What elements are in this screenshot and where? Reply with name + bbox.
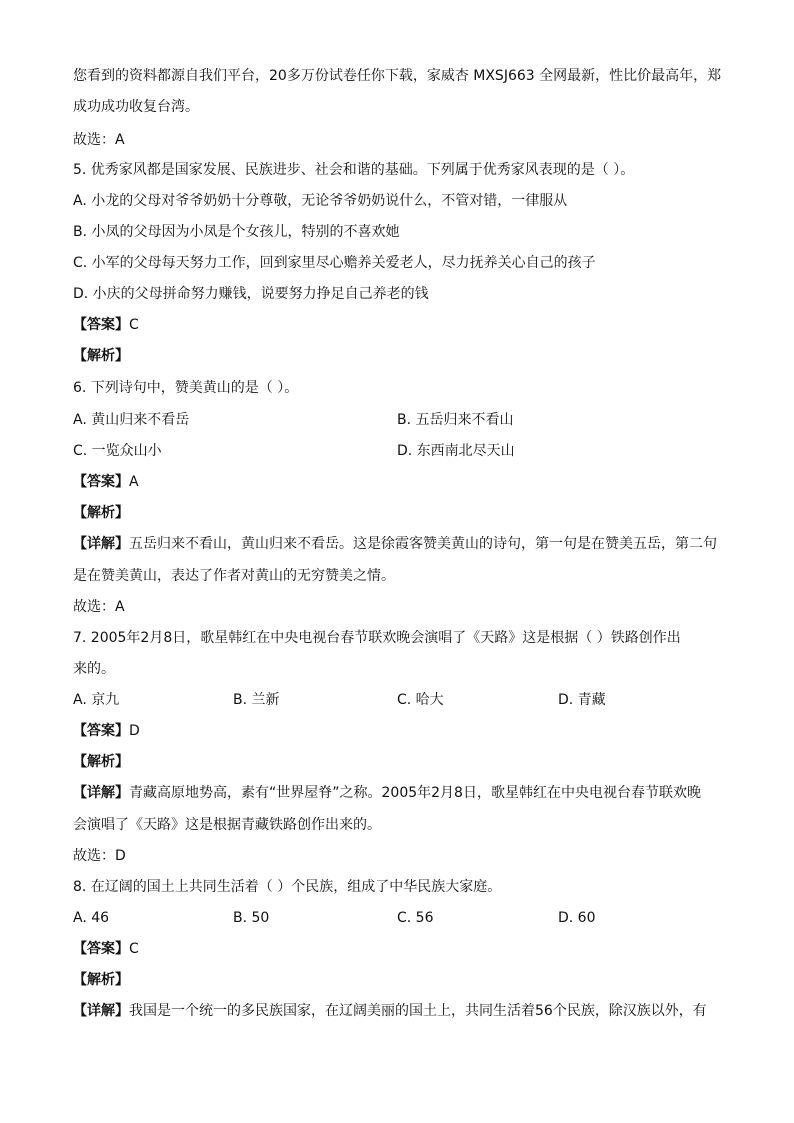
answer-tag: 【答案】: [73, 723, 129, 739]
q8-option-a: A. 46: [73, 910, 110, 926]
q6-stem: 6. 下列诗句中，赞美黄山的是（ ）。: [73, 380, 299, 396]
q7-analysis-tag: 【解析】: [73, 754, 129, 770]
q7-stem-line-1: 7. 2005年2月8日，歌星韩红在中央电视台春节联欢晚会演唱了《天路》这是根据（ ）铁路创作出: [73, 630, 681, 646]
detail-text: 我国是一个统一的多民族国家，在辽阔美丽的国土上，共同生活着56个民族，除汉族以外，有: [129, 1003, 707, 1019]
q8-option-b: B. 50: [233, 910, 270, 926]
q8-stem: 8. 在辽阔的国土上共同生活着（ ）个民族，组成了中华民族大家庭。: [73, 879, 502, 895]
answer-value: C: [129, 941, 139, 957]
q7-detail-line-1: [73, 783, 701, 803]
answer-tag: 【答案】: [73, 317, 129, 333]
detail-text: 青藏高原地势高，素有“世界屋脊”之称。2005年2月8日，歌星韩红在中央电视台春节联欢晚: [129, 785, 701, 801]
q6-option-b: B. 五岳归来不看山: [397, 412, 514, 428]
q7-option-b: B. 兰新: [233, 692, 280, 708]
q8-answer: [73, 939, 139, 959]
q8-detail-line-1: [73, 1001, 707, 1021]
q6-option-d: D. 东西南北尽天山: [397, 443, 515, 459]
q7-select: 故选：D: [73, 848, 126, 864]
q5-stem: 5. 优秀家风都是国家发展、民族进步、社会和谐的基础。下列属于优秀家风表现的是（ ）。: [73, 162, 635, 178]
intro-line-2: 成功成功收复台湾。: [73, 99, 199, 115]
detail-tag: 【详解】: [73, 785, 129, 801]
q7-option-c: C. 哈大: [397, 692, 444, 708]
q8-analysis-tag: 【解析】: [73, 972, 129, 988]
q7-detail-line-2: 会演唱了《天路》这是根据青藏铁路创作出来的。: [73, 817, 381, 833]
answer-value: D: [129, 723, 140, 739]
q7-stem-line-2: 来的。: [73, 661, 115, 677]
q5-answer: [73, 315, 139, 335]
q6-option-a: A. 黄山归来不看岳: [73, 412, 190, 428]
q6-analysis-tag: 【解析】: [73, 505, 129, 521]
detail-tag: 【详解】: [73, 536, 129, 552]
q5-analysis-tag: 【解析】: [73, 348, 129, 364]
q6-option-c: C. 一览众山小: [73, 443, 162, 459]
q7-option-a: A. 京九: [73, 692, 120, 708]
answer-value: A: [129, 474, 139, 490]
q7-option-d: D. 青藏: [558, 692, 606, 708]
q8-option-d: D. 60: [558, 910, 596, 926]
q5-option-b: B. 小凤的父母因为小凤是个女孩儿，特别的不喜欢她: [73, 224, 400, 240]
answer-tag: 【答案】: [73, 474, 129, 490]
answer-value: C: [129, 317, 139, 333]
q5-option-a: A. 小龙的父母对爷爷奶奶十分尊敬，无论爷爷奶奶说什么，不管对错，一律服从: [73, 193, 568, 209]
answer-tag: 【答案】: [73, 941, 129, 957]
intro-line-1: 您看到的资料都源自我们平台，20多万份试卷任你下载，家威杏 MXSJ663 全网最新，性比价最高年，郑: [73, 68, 722, 84]
q5-option-d: D. 小庆的父母拼命努力赚钱，说要努力挣足自己养老的钱: [73, 286, 429, 302]
q7-answer: [73, 721, 140, 741]
q5-option-c: C. 小军的父母每天努力工作，回到家里尽心赡养关爱老人，尽力抚养关心自己的孩子: [73, 255, 596, 271]
detail-text: 五岳归来不看山，黄山归来不看岳。这是徐霞客赞美黄山的诗句，第一句是在赞美五岳，第二句: [129, 536, 717, 552]
intro-select: 故选：A: [73, 132, 125, 148]
q6-detail-line-2: 是在赞美黄山，表达了作者对黄山的无穷赞美之情。: [73, 568, 395, 584]
q6-answer: [73, 472, 139, 492]
q8-option-c: C. 56: [397, 910, 434, 926]
q6-detail-line-1: [73, 534, 717, 554]
detail-tag: 【详解】: [73, 1003, 129, 1019]
q6-select: 故选：A: [73, 599, 125, 615]
